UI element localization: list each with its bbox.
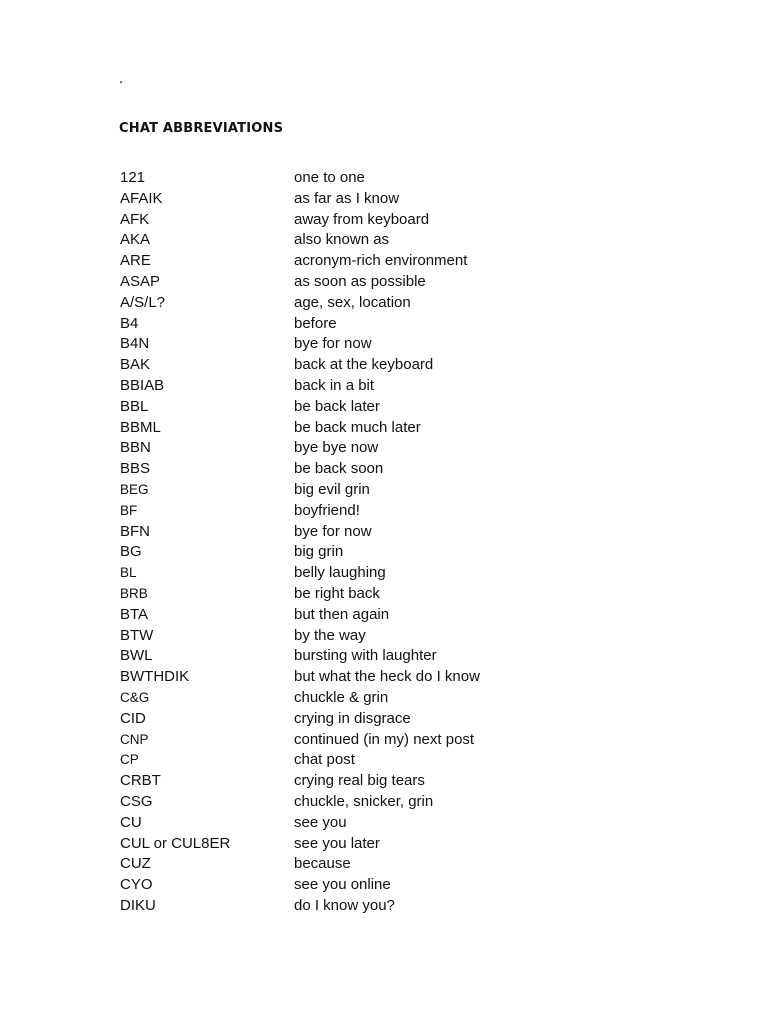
abbreviation: BBS xyxy=(120,460,151,478)
abbreviation-list xyxy=(0,168,768,917)
meaning: big grin xyxy=(294,543,344,561)
list-item xyxy=(0,626,768,647)
abbreviation: C&G xyxy=(120,689,150,705)
meaning: back in a bit xyxy=(294,376,375,394)
abbreviation: CUL or CUL8ER xyxy=(120,834,231,852)
abbreviation: AFAIK xyxy=(120,189,163,207)
list-item xyxy=(0,646,768,667)
list-item xyxy=(0,459,768,480)
abbreviation: BBIAB xyxy=(120,376,165,394)
abbreviation: BWTHDIK xyxy=(120,668,190,686)
meaning: but what the heck do I know xyxy=(294,668,480,686)
page-title: CHAT ABBREVIATIONS xyxy=(119,121,284,136)
meaning: as far as I know xyxy=(294,189,400,207)
abbreviation: BBML xyxy=(120,418,161,436)
meaning: acronym-rich environment xyxy=(294,252,468,270)
meaning: as soon as possible xyxy=(294,272,426,290)
abbreviation: BRB xyxy=(120,585,148,601)
list-item xyxy=(0,584,768,605)
bullet-dot: . xyxy=(119,70,124,87)
list-item xyxy=(0,834,768,855)
meaning: be right back xyxy=(294,584,380,602)
abbreviation: BF xyxy=(120,502,138,518)
list-item xyxy=(0,730,768,751)
meaning: back at the keyboard xyxy=(294,356,434,374)
meaning: see you later xyxy=(294,834,380,852)
list-item xyxy=(0,418,768,439)
list-item xyxy=(0,709,768,730)
abbreviation: BTW xyxy=(120,626,154,644)
abbreviation: CUZ xyxy=(120,855,151,873)
list-item xyxy=(0,688,768,709)
abbreviation: DIKU xyxy=(120,896,156,914)
meaning: do I know you? xyxy=(294,896,395,914)
list-item xyxy=(0,771,768,792)
meaning: belly laughing xyxy=(294,564,386,582)
abbreviation: BTA xyxy=(120,605,149,623)
list-item xyxy=(0,168,768,189)
abbreviation: 121 xyxy=(120,169,146,186)
abbreviation: AFK xyxy=(120,210,150,228)
meaning: be back much later xyxy=(294,418,421,436)
list-item xyxy=(0,230,768,251)
list-item xyxy=(0,334,768,355)
list-item xyxy=(0,542,768,563)
meaning: chuckle & grin xyxy=(294,688,389,706)
list-item xyxy=(0,480,768,501)
list-item xyxy=(0,896,768,917)
list-item xyxy=(0,397,768,418)
meaning: crying real big tears xyxy=(294,772,425,790)
list-item xyxy=(0,813,768,834)
abbreviation: ASAP xyxy=(120,272,161,290)
abbreviation: BL xyxy=(120,565,137,581)
list-item xyxy=(0,355,768,376)
list-item xyxy=(0,501,768,522)
meaning: but then again xyxy=(294,605,390,623)
meaning: away from keyboard xyxy=(294,210,430,228)
list-item xyxy=(0,438,768,459)
list-item xyxy=(0,189,768,210)
list-item xyxy=(0,376,768,397)
meaning: chuckle, snicker, grin xyxy=(294,792,434,810)
list-item xyxy=(0,854,768,875)
meaning: boyfriend! xyxy=(294,501,360,519)
meaning: before xyxy=(294,314,337,332)
abbreviation: B4N xyxy=(120,335,150,353)
meaning: continued (in my) next post xyxy=(294,730,475,748)
meaning: bye for now xyxy=(294,335,372,353)
abbreviation: CYO xyxy=(120,876,153,894)
meaning: age, sex, location xyxy=(294,293,411,311)
abbreviation: AKA xyxy=(120,231,151,249)
abbreviation: BWL xyxy=(120,647,153,665)
meaning: see you online xyxy=(294,876,391,894)
abbreviation: BBL xyxy=(120,397,149,415)
list-item xyxy=(0,314,768,335)
list-item xyxy=(0,272,768,293)
abbreviation: CNP xyxy=(120,731,149,747)
meaning: be back soon xyxy=(294,460,384,478)
meaning: also known as xyxy=(294,231,390,249)
meaning: one to one xyxy=(294,169,365,186)
abbreviation: CSG xyxy=(120,792,153,810)
meaning: big evil grin xyxy=(294,480,370,498)
meaning: bye for now xyxy=(294,522,372,540)
meaning: see you xyxy=(294,813,347,831)
abbreviation: B4 xyxy=(120,314,139,332)
abbreviation: BBN xyxy=(120,439,151,457)
meaning: bursting with laughter xyxy=(294,647,437,665)
abbreviation: CRBT xyxy=(120,772,161,790)
list-item xyxy=(0,293,768,314)
meaning: because xyxy=(294,855,351,873)
abbreviation: BEG xyxy=(120,481,149,497)
meaning: bye bye now xyxy=(294,439,379,457)
list-item xyxy=(0,605,768,626)
meaning: be back later xyxy=(294,397,380,415)
list-item xyxy=(0,875,768,896)
list-item xyxy=(0,522,768,543)
abbreviation: BFN xyxy=(120,522,150,540)
meaning: by the way xyxy=(294,626,366,644)
meaning: chat post xyxy=(294,751,355,769)
list-item xyxy=(0,792,768,813)
list-item xyxy=(0,210,768,231)
meaning: crying in disgrace xyxy=(294,709,411,727)
abbreviation: CP xyxy=(120,752,139,768)
list-item xyxy=(0,750,768,771)
list-item xyxy=(0,251,768,272)
abbreviation: BG xyxy=(120,543,142,561)
abbreviation: BAK xyxy=(120,356,151,374)
abbreviation: ARE xyxy=(120,252,151,270)
abbreviation: CU xyxy=(120,813,142,831)
abbreviation: CID xyxy=(120,709,146,727)
abbreviation: A/S/L? xyxy=(120,293,166,311)
list-item xyxy=(0,667,768,688)
list-item xyxy=(0,563,768,584)
